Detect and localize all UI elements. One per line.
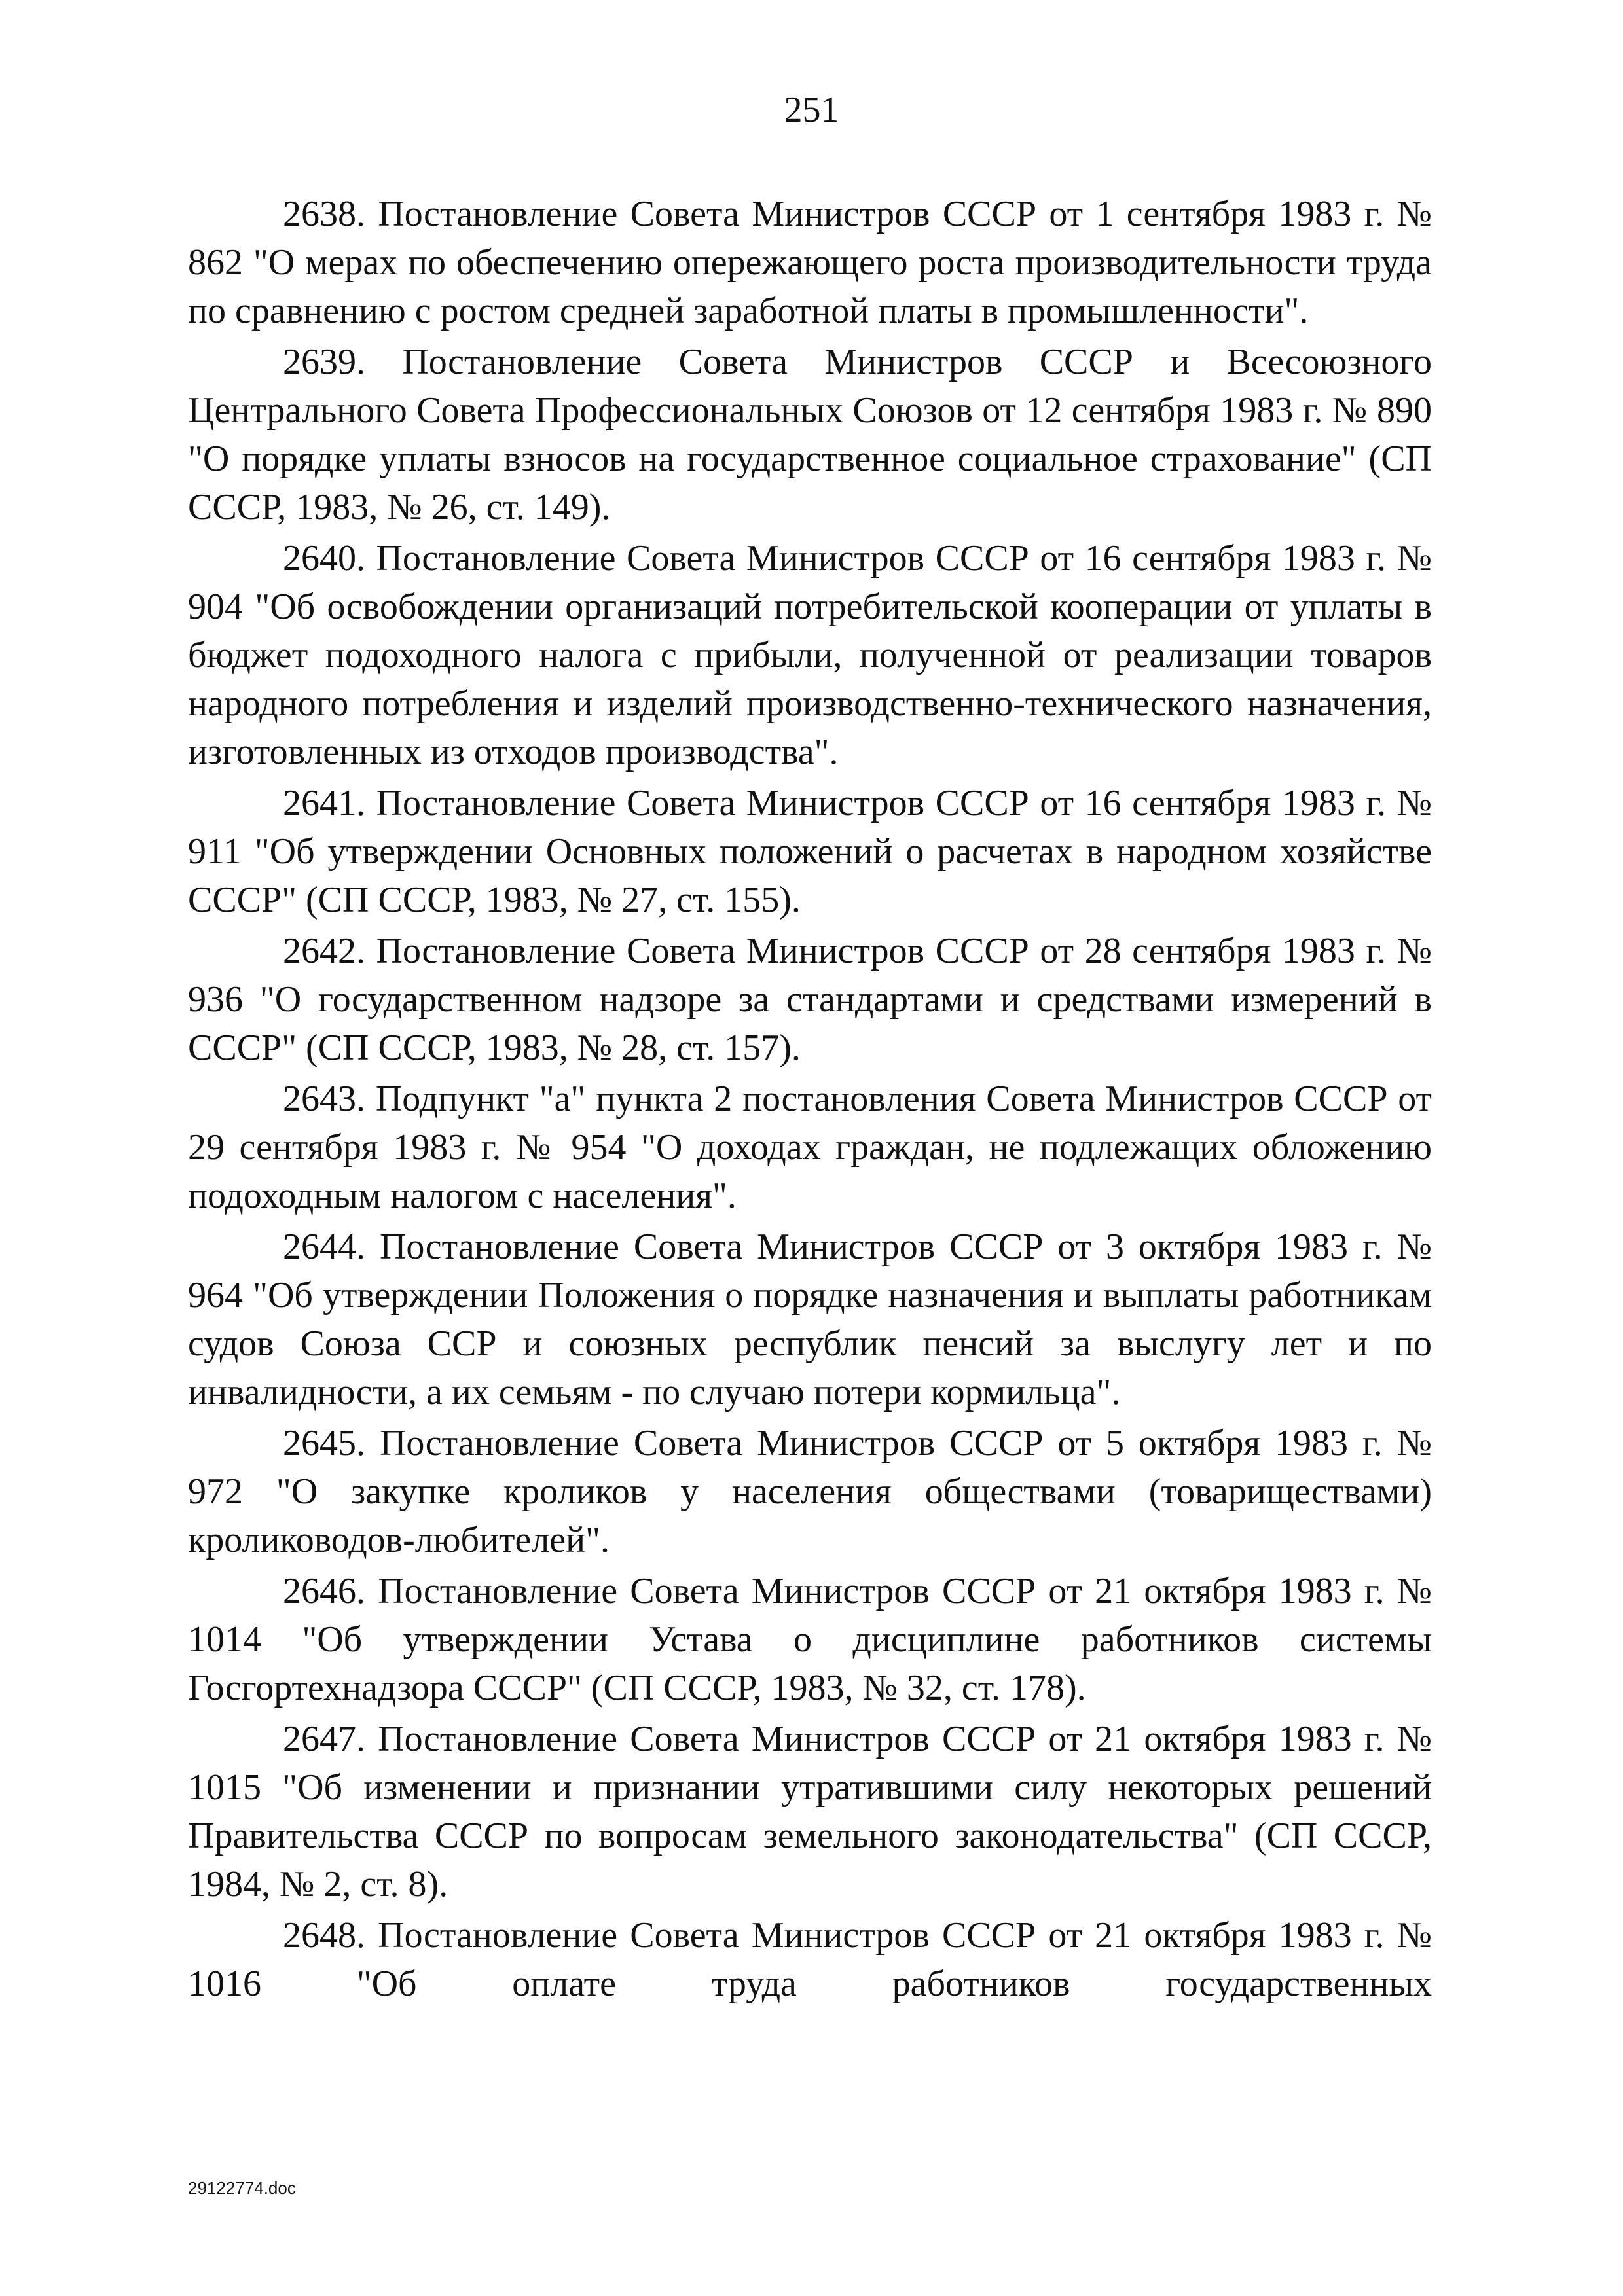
list-item-2645 [188, 1419, 1432, 1564]
entry-number: 2639. [283, 342, 365, 382]
document-body [188, 190, 1432, 2011]
entry-text: Постановление Совета Министров СССР от 21 октября 1983 г. № 1015 "Об изменении и признании утратившими силу некоторых решений Правительства СССР по вопросам земельного законодательства" (СП СССР, 1984, № 2, ст. 8). [188, 1719, 1432, 1905]
entry-text: Постановление Совета Министров СССР от 21 октября 1983 г. № 1014 "Об утверждении Устава о дисциплине работников системы Госгортехнадзора СССР" (СП СССР, 1983, № 32, ст. 178). [188, 1571, 1432, 1708]
entry-number: 2638. [283, 194, 365, 234]
entry-number: 2644. [283, 1227, 365, 1267]
entry-text: Постановление Совета Министров СССР от 1 сентября 1983 г. № 862 "О мерах по обеспечению опережающего роста производительности труда по сравнению с ростом средней заработной платы в промышленности". [188, 194, 1432, 331]
list-item-2647 [188, 1715, 1432, 1909]
footer-doc-id: 29122774.doc [188, 2178, 296, 2198]
page-number: 251 [784, 90, 839, 130]
entry-number: 2645. [283, 1423, 365, 1463]
entry-number: 2642. [283, 931, 365, 971]
entry-text: Постановление Совета Министров СССР от 28 сентября 1983 г. № 936 "О государственном надзоре за стандартами и средствами измерений в СССР" (СП СССР, 1983, № 28, ст. 157). [188, 931, 1432, 1068]
list-item-2641 [188, 779, 1432, 924]
entry-number: 2641. [283, 783, 365, 823]
entry-text: Подпункт "а" пункта 2 постановления Совета Министров СССР от 29 сентября 1983 г. № 954 "О доходах граждан, не подлежащих обложению подоходным налогом с населения". [188, 1079, 1432, 1216]
list-item-2639 [188, 338, 1432, 531]
entry-text: Постановление Совета Министров СССР от 16 сентября 1983 г. № 911 "Об утверждении Основных положений о расчетах в народном хозяйстве СССР" (СП СССР, 1983, № 27, ст. 155). [188, 783, 1432, 920]
entry-number: 2646. [283, 1571, 365, 1611]
list-item-2646 [188, 1567, 1432, 1712]
entry-number: 2647. [283, 1719, 365, 1759]
entry-text: Постановление Совета Министров СССР от 21 октября 1983 г. № 1016 "Об оплате труда работников государственных [188, 1915, 1432, 2004]
entry-number: 2640. [283, 538, 365, 579]
entry-text: Постановление Совета Министров СССР и Всесоюзного Центрального Совета Профессиональных Союзов от 12 сентября 1983 г. № 890 "О порядке уплаты взносов на государственное социальное страхование" (СП СССР, 1983, № 26, ст. 149). [188, 342, 1432, 528]
list-item-2640 [188, 534, 1432, 776]
list-item-2644 [188, 1223, 1432, 1416]
list-item-2648 [188, 1911, 1432, 2008]
list-item-2638 [188, 190, 1432, 335]
entry-text: Постановление Совета Министров СССР от 3 октября 1983 г. № 964 "Об утверждении Положения о порядке назначения и выплаты работникам судов Союза ССР и союзных республик пенсий за выслугу лет и по инвалидности, а их семьям - по случаю потери кормильца". [188, 1227, 1432, 1412]
entry-text: Постановление Совета Министров СССР от 16 сентября 1983 г. № 904 "Об освобождении организаций потребительской кооперации от уплаты в бюджет подоходного налога с прибыли, полученной от реализации товаров народного потребления и изделий производственно-технического назначения, изготовленных из отходов производства". [188, 538, 1432, 772]
entry-number: 2643. [283, 1079, 365, 1119]
entry-text: Постановление Совета Министров СССР от 5 октября 1983 г. № 972 "О закупке кроликов у населения обществами (товариществами) кролиководов-любителей". [188, 1423, 1432, 1560]
entry-number: 2648. [283, 1915, 365, 1956]
list-item-2643 [188, 1075, 1432, 1220]
list-item-2642 [188, 927, 1432, 1072]
